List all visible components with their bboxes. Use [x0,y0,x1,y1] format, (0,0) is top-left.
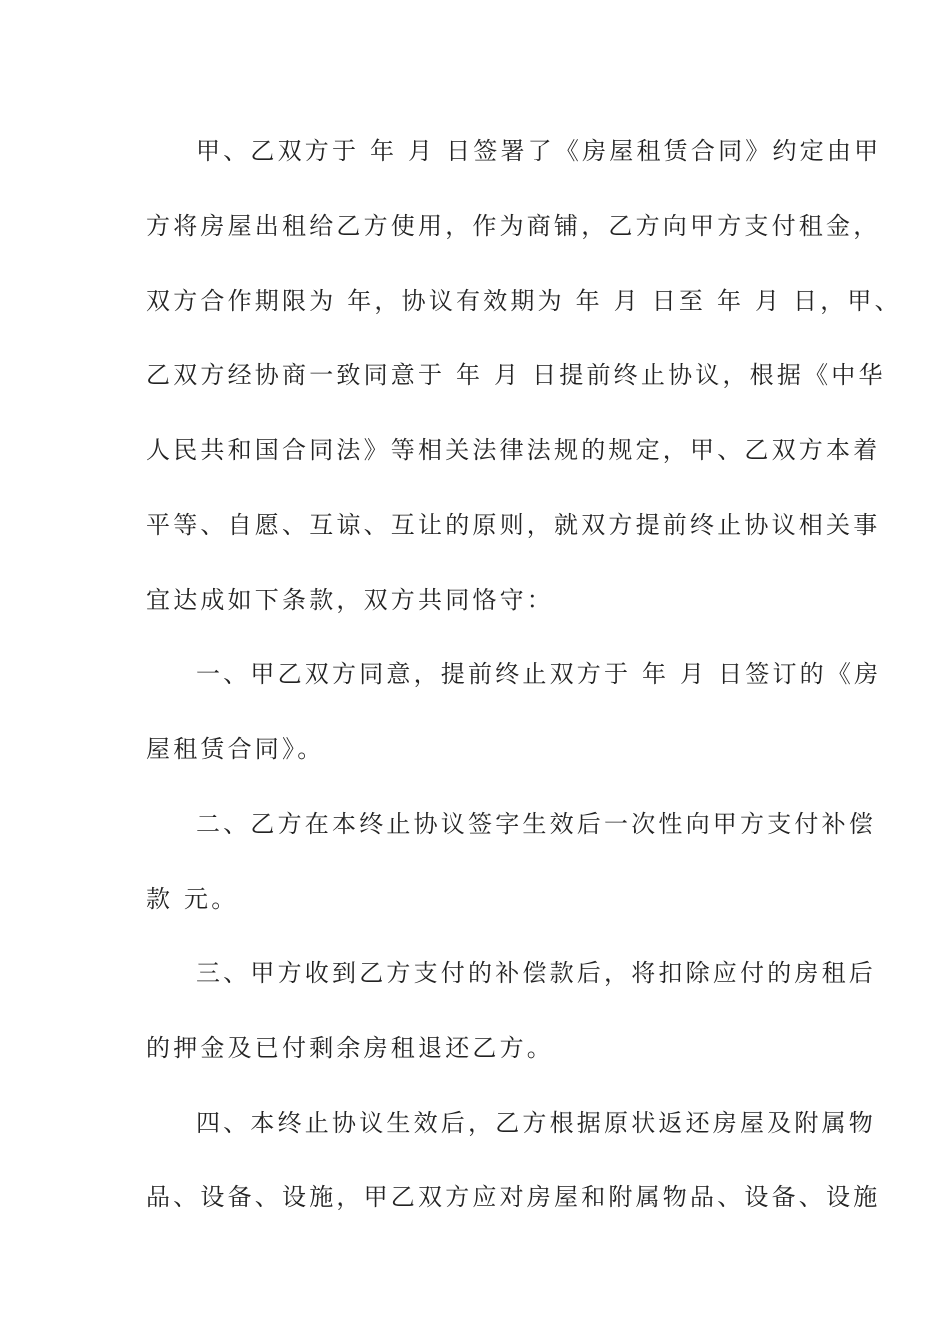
body-text-line: 甲、乙双方于 年 月 日签署了《房屋租赁合同》约定由甲 [196,137,882,165]
clause-4-line: 四、本终止协议生效后，乙方根据原状返还房屋及附属物 [196,1109,876,1137]
body-text-line: 方将房屋出租给乙方使用，作为商铺，乙方向甲方支付租金， [146,212,881,240]
body-text-line: 人民共和国合同法》等相关法律法规的规定，甲、乙双方本着 [146,436,881,464]
body-text-line: 平等、自愿、互谅、互让的原则，就双方提前终止协议相关事 [146,511,881,539]
body-text-line: 乙双方经协商一致同意于 年 月 日提前终止协议，根据《中华 [146,361,886,389]
clause-2-line: 款 元。 [146,885,239,913]
clause-3-line: 三、甲方收到乙方支付的补偿款后，将扣除应付的房租后 [196,959,876,987]
clause-1-line: 一、甲乙双方同意，提前终止双方于 年 月 日签订的《房 [196,660,882,688]
clause-3-line: 的押金及已付剩余房租退还乙方。 [146,1034,554,1062]
body-text-line: 双方合作期限为 年，协议有效期为 年 月 日至 年 月 日，甲、 [146,287,902,315]
clause-2-line: 二、乙方在本终止协议签字生效后一次性向甲方支付补偿 [196,810,876,838]
clause-4-line: 品、设备、设施，甲乙双方应对房屋和附属物品、设备、设施 [146,1183,881,1211]
clause-1-line: 屋租赁合同》。 [146,735,325,763]
body-text-line: 宜达成如下条款，双方共同恪守： [146,586,554,614]
